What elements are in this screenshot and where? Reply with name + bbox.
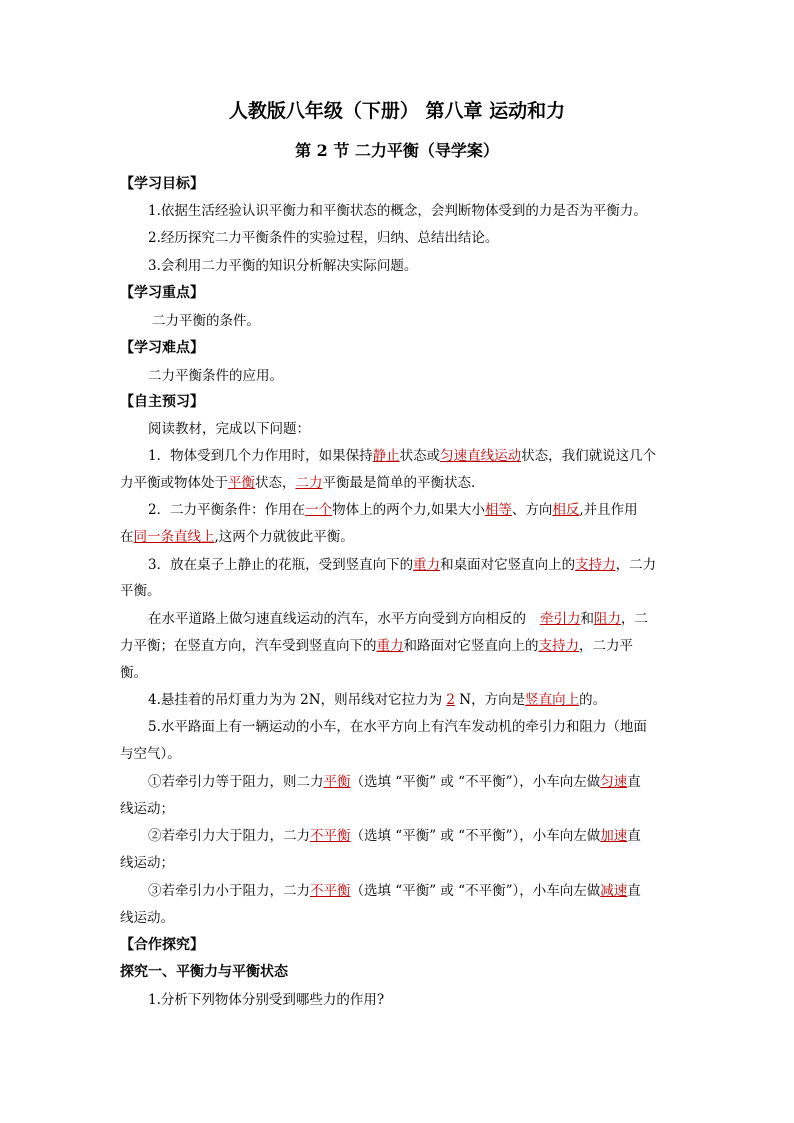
section-preview-heading: 【自主预习】 <box>120 394 204 410</box>
question-3-line-2: 平衡。 <box>120 583 161 599</box>
answer-blank: 减速 <box>600 883 628 899</box>
answer-blank: 匀速直线运动 <box>440 448 522 464</box>
answer-blank: 不平衡 <box>310 883 351 899</box>
key-text: 二力平衡的条件。 <box>152 313 260 329</box>
question-3b-line-2: 力平衡；在竖直方向，汽车受到竖直向下的重力和路面对它竖直向上的支持力，二力平 <box>120 638 633 654</box>
answer-blank: 同一条直线上 <box>133 529 215 545</box>
answer-blank: 静止 <box>372 448 400 464</box>
answer-blank: 平衡 <box>228 475 255 491</box>
goal-item: 1.依据生活经验认识平衡力和平衡状态的概念，会判断物体受到的力是否为平衡力。 <box>148 203 647 219</box>
section-key-heading: 【学习重点】 <box>120 285 204 301</box>
answer-blank: 阻力 <box>594 611 621 627</box>
answer-blank: 竖直向上 <box>525 692 580 708</box>
answer-blank: 重力 <box>413 557 441 573</box>
document-subtitle: 第 2 节 二力平衡（导学案） <box>295 141 499 160</box>
question-1-line-2: 力平衡或物体处于平衡状态，二力平衡最是简单的平衡状态. <box>120 475 476 491</box>
question-3b-line-3: 衡。 <box>120 665 147 681</box>
answer-blank: 不平衡 <box>310 828 351 844</box>
preview-intro: 阅读教材，完成以下问题： <box>148 421 310 437</box>
answer-blank: 一个 <box>305 502 333 518</box>
question-3-line-1: 3．放在桌子上静止的花瓶，受到竖直向下的重力和桌面对它竖直向上的支持力，二力 <box>148 557 657 573</box>
question-5-item-2-line-1: ②若牵引力大于阻力，二力不平衡（选填 “平衡” 或 “不平衡”），小车向左做加速直 <box>148 828 641 844</box>
question-5-item-3-line-1: ③若牵引力小于阻力，二力不平衡（选填 “平衡” 或 “不平衡”），小车向左做减速直 <box>148 883 641 899</box>
difficult-text: 二力平衡条件的应用。 <box>148 368 283 384</box>
goal-item: 2.经历探究二力平衡条件的实验过程，归纳、总结出结论。 <box>148 230 499 246</box>
answer-blank: 加速 <box>600 828 628 844</box>
answer-blank: 支持力 <box>575 557 616 573</box>
goal-item: 3.会利用二力平衡的知识分析解决实际问题。 <box>148 258 418 274</box>
answer-blank: 平衡 <box>323 774 351 790</box>
question-1-line-1: 1．物体受到几个力作用时，如果保持静止状态或匀速直线运动状态，我们就说这几个 <box>148 448 657 464</box>
section-coop-heading: 【合作探究】 <box>120 937 204 953</box>
answer-blank: 相反 <box>552 502 580 518</box>
answer-blank: 牵引力 <box>540 611 581 627</box>
answer-blank: 2 <box>446 692 455 708</box>
section-difficult-heading: 【学习难点】 <box>120 340 204 356</box>
question-5-item-1-line-1: ①若牵引力等于阻力，则二力平衡（选填 “平衡” 或 “不平衡”），小车向左做匀速直 <box>148 774 641 790</box>
answer-blank: 重力 <box>376 638 404 654</box>
section-goals-heading: 【学习目标】 <box>120 176 204 192</box>
question-5-item-1-line-2: 线运动； <box>120 801 174 817</box>
question-3b-line-1: 在水平道路上做匀速直线运动的汽车，水平方向受到方向相反的 牵引力和阻力，二 <box>148 611 648 627</box>
question-5-line-1: 5.水平路面上有一辆运动的小车，在水平方向上有汽车发动机的牵引力和阻力（地面 <box>148 719 647 735</box>
question-2-line-1: 2．二力平衡条件：作用在一个物体上的两个力,如果大小相等、方向相反,并且作用 <box>148 502 638 518</box>
answer-blank: 二力 <box>295 475 323 491</box>
question-5-item-3-line-2: 线运动。 <box>120 910 174 926</box>
question-5-line-2: 与空气）。 <box>120 746 181 762</box>
explore-1-heading: 探究一、平衡力与平衡状态 <box>120 964 288 980</box>
question-5-item-2-line-2: 线运动； <box>120 855 174 871</box>
question-2-line-2: 在同一条直线上,这两个力就彼此平衡。 <box>120 529 354 545</box>
explore-1-question-1: 1.分析下列物体分别受到哪些力的作用? <box>148 992 385 1008</box>
document-title: 人教版八年级（下册） 第八章 运动和力 <box>228 100 566 122</box>
answer-blank: 支持力 <box>538 638 579 654</box>
answer-blank: 匀速 <box>600 774 628 790</box>
answer-blank: 相等 <box>484 502 512 518</box>
question-4: 4.悬挂着的吊灯重力为为 2N，则吊线对它拉力为 2 N，方向是竖直向上的。 <box>148 692 607 708</box>
